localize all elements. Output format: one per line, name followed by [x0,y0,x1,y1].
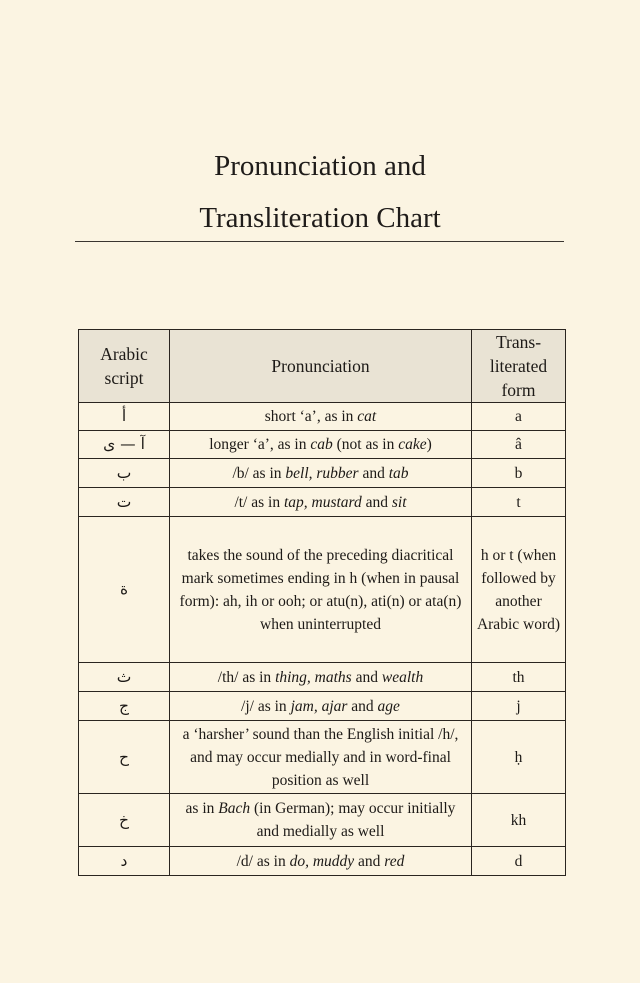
pronunciation-text: and [347,697,378,715]
pronunciation-text: ) [426,436,432,453]
pronunciation-text: and [358,464,389,482]
pronunciation-cell [170,847,472,876]
table-body [79,403,566,876]
pronunciation-text: /b/ as in [232,464,286,482]
example-word: tap, mustard [283,493,362,511]
example-word: age [377,697,400,715]
pronunciation-cell [170,794,472,847]
table-row [79,517,566,663]
example-word: cab [310,436,333,453]
example-word: sit [391,493,407,511]
arabic-letter-cell: ة [79,517,170,663]
pronunciation-text: /j/ as in [241,697,291,715]
example-word: tab [388,464,409,482]
pronunciation-text: longer ‘a’, as in [209,436,311,453]
arabic-letter-cell: ث [79,663,170,692]
arabic-letter-cell: خ [79,794,170,847]
table-row [79,403,566,431]
table-row [79,459,566,488]
example-word: jam, ajar [290,697,348,715]
example-word: Bach [218,800,251,817]
transliteration-cell: th [472,663,566,692]
pronunciation-text: /th/ as in [217,668,276,686]
pronunciation-text: (in German); may occur initially and medially as well [250,800,456,840]
arabic-letter-cell: د [79,847,170,876]
pronunciation-text: /d/ as in [236,852,290,870]
table-row [79,847,566,876]
pronunciation-cell [170,721,472,794]
pronunciation-cell [170,517,472,663]
example-word: cat [357,408,377,425]
transliteration-table [78,329,566,876]
table-row [79,431,566,459]
transliteration-cell: b [472,459,566,488]
arabic-letter-cell: أ [79,403,170,431]
transliteration-cell: â [472,431,566,459]
arabic-letter-cell: ب [79,459,170,488]
pronunciation-text: and [351,668,382,686]
example-word: thing, maths [275,668,352,686]
transliteration-cell: j [472,692,566,721]
pronunciation-cell [170,403,472,431]
example-word: red [384,852,405,870]
pronunciation-text: (not as in [332,436,399,453]
arabic-letter-cell: ج [79,692,170,721]
table-header-row [79,330,566,403]
example-word: bell, rubber [285,464,359,482]
pronunciation-text: takes the sound of the preceding diacritical mark sometimes ending in h (when in pausal form): ah, ih or ooh; or atu(n), ati(n) or ata(n) when uninterrupted [179,546,462,633]
pronunciation-text: and [354,852,385,870]
pronunciation-text: a ‘harsher’ sound than the English initial /h/, and may occur medially and in word-final position as well [182,725,459,789]
transliteration-cell: t [472,488,566,517]
transliteration-cell: kh [472,794,566,847]
table-row [79,488,566,517]
header-arabic-script: Arabic script [79,330,170,403]
pronunciation-cell [170,488,472,517]
arabic-letter-cell: ح [79,721,170,794]
table-row [79,721,566,794]
arabic-letter-cell: ت [79,488,170,517]
transliteration-cell: a [472,403,566,431]
title-line-1: Pronunciation and [214,150,426,182]
transliteration-cell: ḥ [472,721,566,794]
pronunciation-text: and [361,493,392,511]
pronunciation-cell [170,459,472,488]
example-word: wealth [381,668,424,686]
header-transliterated-form: Trans- literated form [472,330,566,403]
pronunciation-text: as in [185,800,219,817]
transliteration-cell: h or t (when followed by another Arabic word) [472,517,566,663]
table-row [79,663,566,692]
pronunciation-cell [170,431,472,459]
title-line-2: Transliteration Chart [199,202,441,234]
example-word: cake [398,436,427,453]
pronunciation-text: /t/ as in [234,493,284,511]
pronunciation-cell [170,663,472,692]
transliteration-cell: d [472,847,566,876]
page-title [0,140,640,244]
table-row [79,794,566,847]
example-word: do, muddy [289,852,355,870]
title-divider [75,241,564,242]
arabic-letter-cell: آ — ى [79,431,170,459]
table-row [79,692,566,721]
pronunciation-text: short ‘a’, as in [264,408,358,425]
header-pronunciation: Pronunciation [170,330,472,403]
pronunciation-cell [170,692,472,721]
